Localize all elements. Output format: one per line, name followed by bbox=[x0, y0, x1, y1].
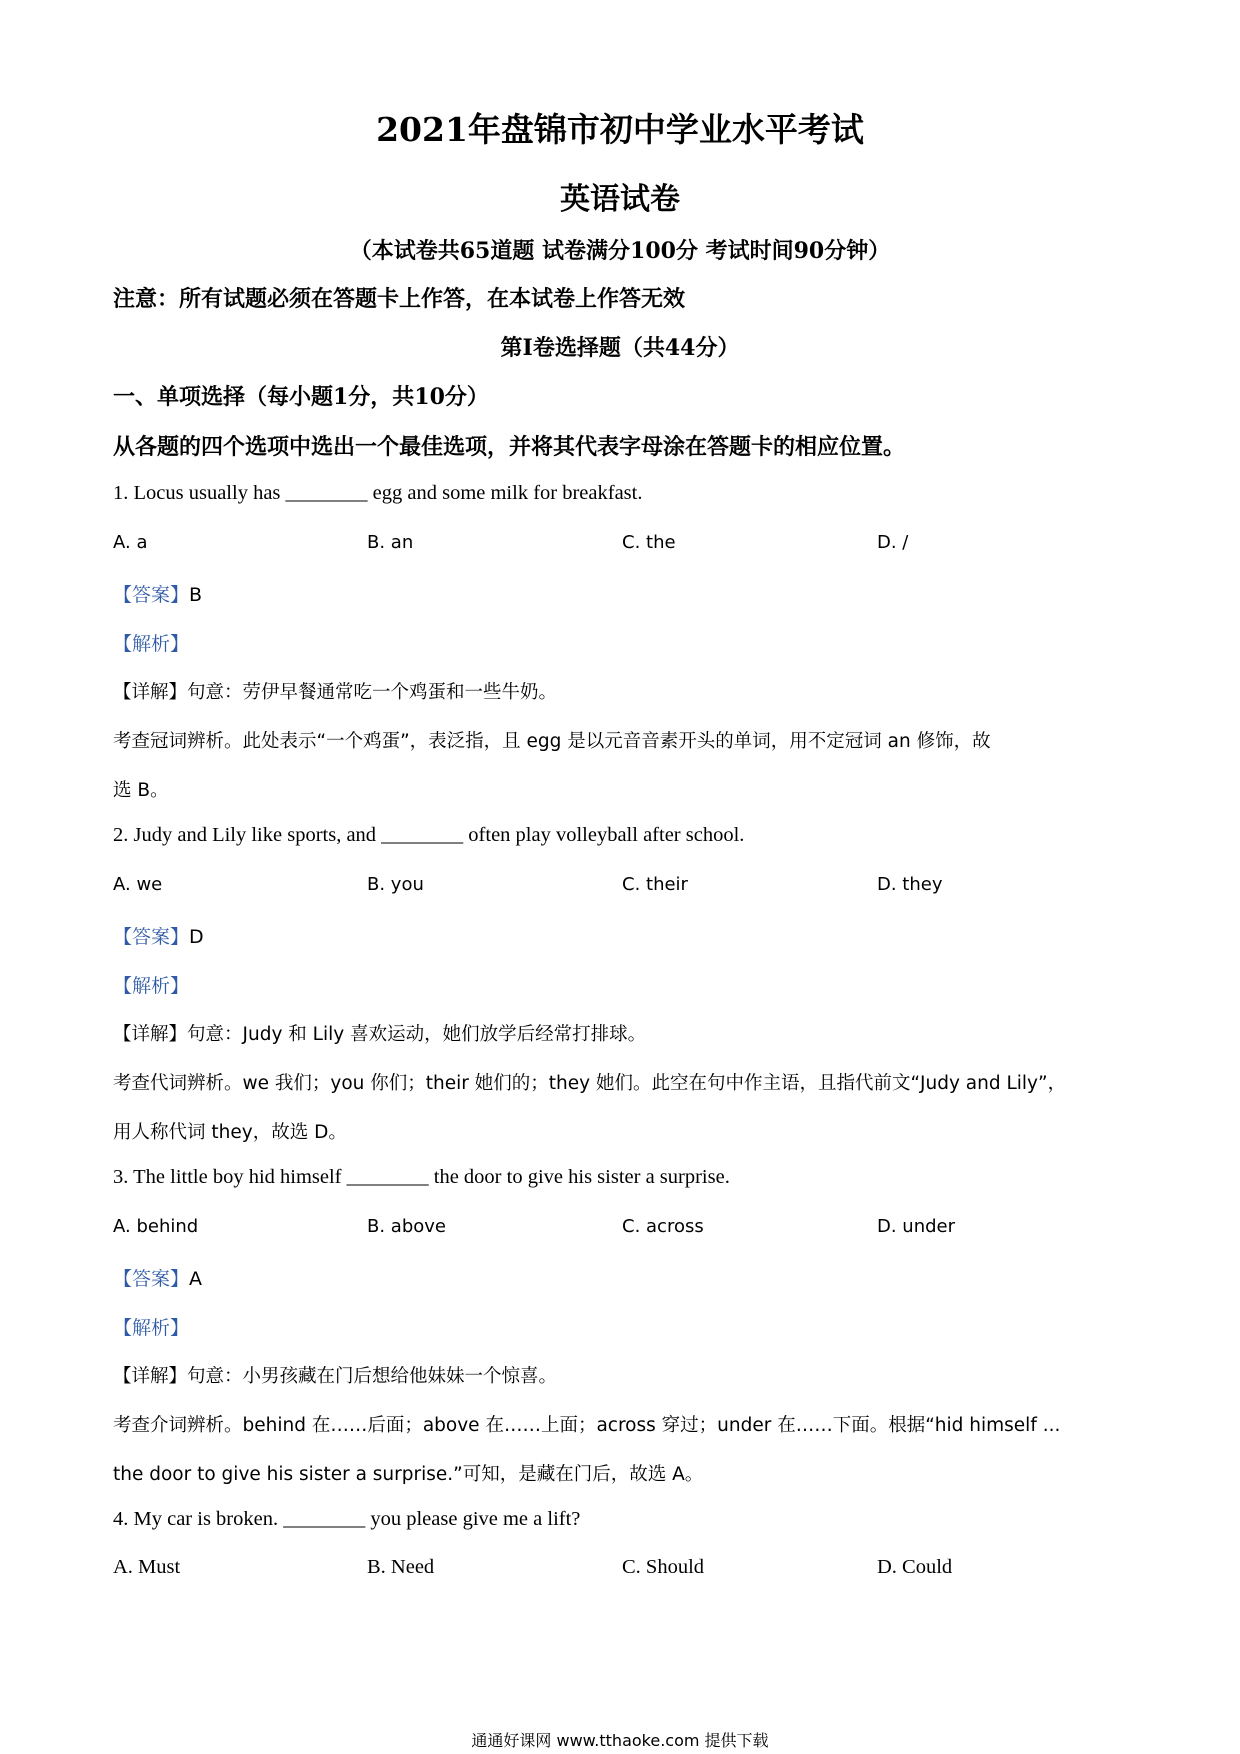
question-2-option-c: C. their bbox=[622, 874, 688, 895]
analysis-label: 【解析】 bbox=[113, 1317, 190, 1339]
detail-text: 句意：Judy 和 Lily 喜欢运动，她们放学后经常打排球。 bbox=[187, 1024, 647, 1045]
detail-text: 句意：小男孩藏在门后想给他妹妹一个惊喜。 bbox=[187, 1366, 558, 1387]
exam-info: （本试卷共65道题 试卷满分100分 考试时间90分钟） bbox=[349, 238, 891, 264]
analysis-label: 【解析】 bbox=[113, 633, 190, 655]
answer-value: B bbox=[189, 584, 203, 606]
answer-label: 【答案】 bbox=[113, 926, 190, 948]
question-3-option-c: C. across bbox=[622, 1216, 704, 1237]
question-2-option-a: A. we bbox=[113, 874, 163, 895]
answer-row-2 bbox=[113, 922, 204, 949]
question-4-option-d: D. Could bbox=[877, 1556, 953, 1578]
question-1-option-c: C. the bbox=[622, 532, 676, 553]
answer-value: D bbox=[189, 926, 204, 948]
answer-value: A bbox=[189, 1268, 203, 1290]
page-footer: 通通好课网 www.tthaoke.com 提供下载 bbox=[471, 1731, 769, 1750]
detail-label: 【详解】 bbox=[113, 682, 188, 703]
question-3-option-a: A. behind bbox=[113, 1216, 199, 1237]
detail-row-2 bbox=[113, 1020, 646, 1046]
exam-title: 2021年盘锦市初中学业水平考试 bbox=[376, 110, 864, 149]
explanation-line: the door to give his sister a surprise.”可知，是藏在门后，故选 A。 bbox=[113, 1464, 704, 1485]
exam-notice: 注意：所有试题必须在答题卡上作答，在本试卷上作答无效 bbox=[113, 286, 686, 312]
detail-label: 【详解】 bbox=[113, 1366, 188, 1387]
explanation-line: 考查介词辨析。behind 在……后面；above 在……上面；across 穿过；under 在……下面。根据“hid himself ... bbox=[113, 1415, 1061, 1436]
question-stem-3: 3. The little boy hid himself ________ the door to give his sister a surprise. bbox=[113, 1166, 730, 1188]
question-3-option-d: D. under bbox=[877, 1216, 956, 1237]
answer-label: 【答案】 bbox=[113, 1268, 190, 1290]
question-stem-1: 1. Locus usually has ________ egg and some milk for breakfast. bbox=[113, 482, 643, 504]
answer-row-1 bbox=[113, 580, 202, 607]
part-heading: 第I卷选择题（共44分） bbox=[500, 335, 740, 361]
explanation-line: 考查代词辨析。we 我们；you 你们；their 她们的；they 她们。此空在句中作主语，且指代前文“Judy and Lily”， bbox=[113, 1073, 1067, 1094]
question-1-option-a: A. a bbox=[113, 532, 148, 553]
detail-label: 【详解】 bbox=[113, 1024, 188, 1045]
answer-label: 【答案】 bbox=[113, 584, 190, 606]
question-4-option-b: B. Need bbox=[367, 1556, 435, 1578]
explanation-line: 考查冠词辨析。此处表示“一个鸡蛋”，表泛指，且 egg 是以元音音素开头的单词，用不定冠词 an 修饰，故 bbox=[113, 731, 991, 752]
explanation-line: 选 B。 bbox=[113, 780, 169, 801]
detail-row-1 bbox=[113, 678, 557, 704]
question-3-option-b: B. above bbox=[367, 1216, 446, 1237]
question-4-option-a: A. Must bbox=[113, 1556, 181, 1578]
answer-row-3 bbox=[113, 1264, 202, 1291]
question-2-option-d: D. they bbox=[877, 874, 943, 895]
section-instruction: 从各题的四个选项中选出一个最佳选项，并将其代表字母涂在答题卡的相应位置。 bbox=[113, 434, 906, 460]
question-stem-2: 2. Judy and Lily like sports, and ________ often play volleyball after school. bbox=[113, 824, 745, 846]
question-1-option-b: B. an bbox=[367, 532, 414, 553]
question-stem-4: 4. My car is broken. ________ you please give me a lift? bbox=[113, 1508, 581, 1530]
analysis-label: 【解析】 bbox=[113, 975, 190, 997]
question-2-option-b: B. you bbox=[367, 874, 424, 895]
question-4-option-c: C. Should bbox=[622, 1556, 705, 1578]
question-1-option-d: D. / bbox=[877, 532, 909, 553]
section-heading: 一、单项选择（每小题1分，共10分） bbox=[113, 384, 489, 410]
exam-subject: 英语试卷 bbox=[560, 182, 680, 217]
detail-row-3 bbox=[113, 1362, 557, 1388]
detail-text: 句意：劳伊早餐通常吃一个鸡蛋和一些牛奶。 bbox=[187, 682, 558, 703]
explanation-line: 用人称代词 they，故选 D。 bbox=[113, 1122, 347, 1143]
